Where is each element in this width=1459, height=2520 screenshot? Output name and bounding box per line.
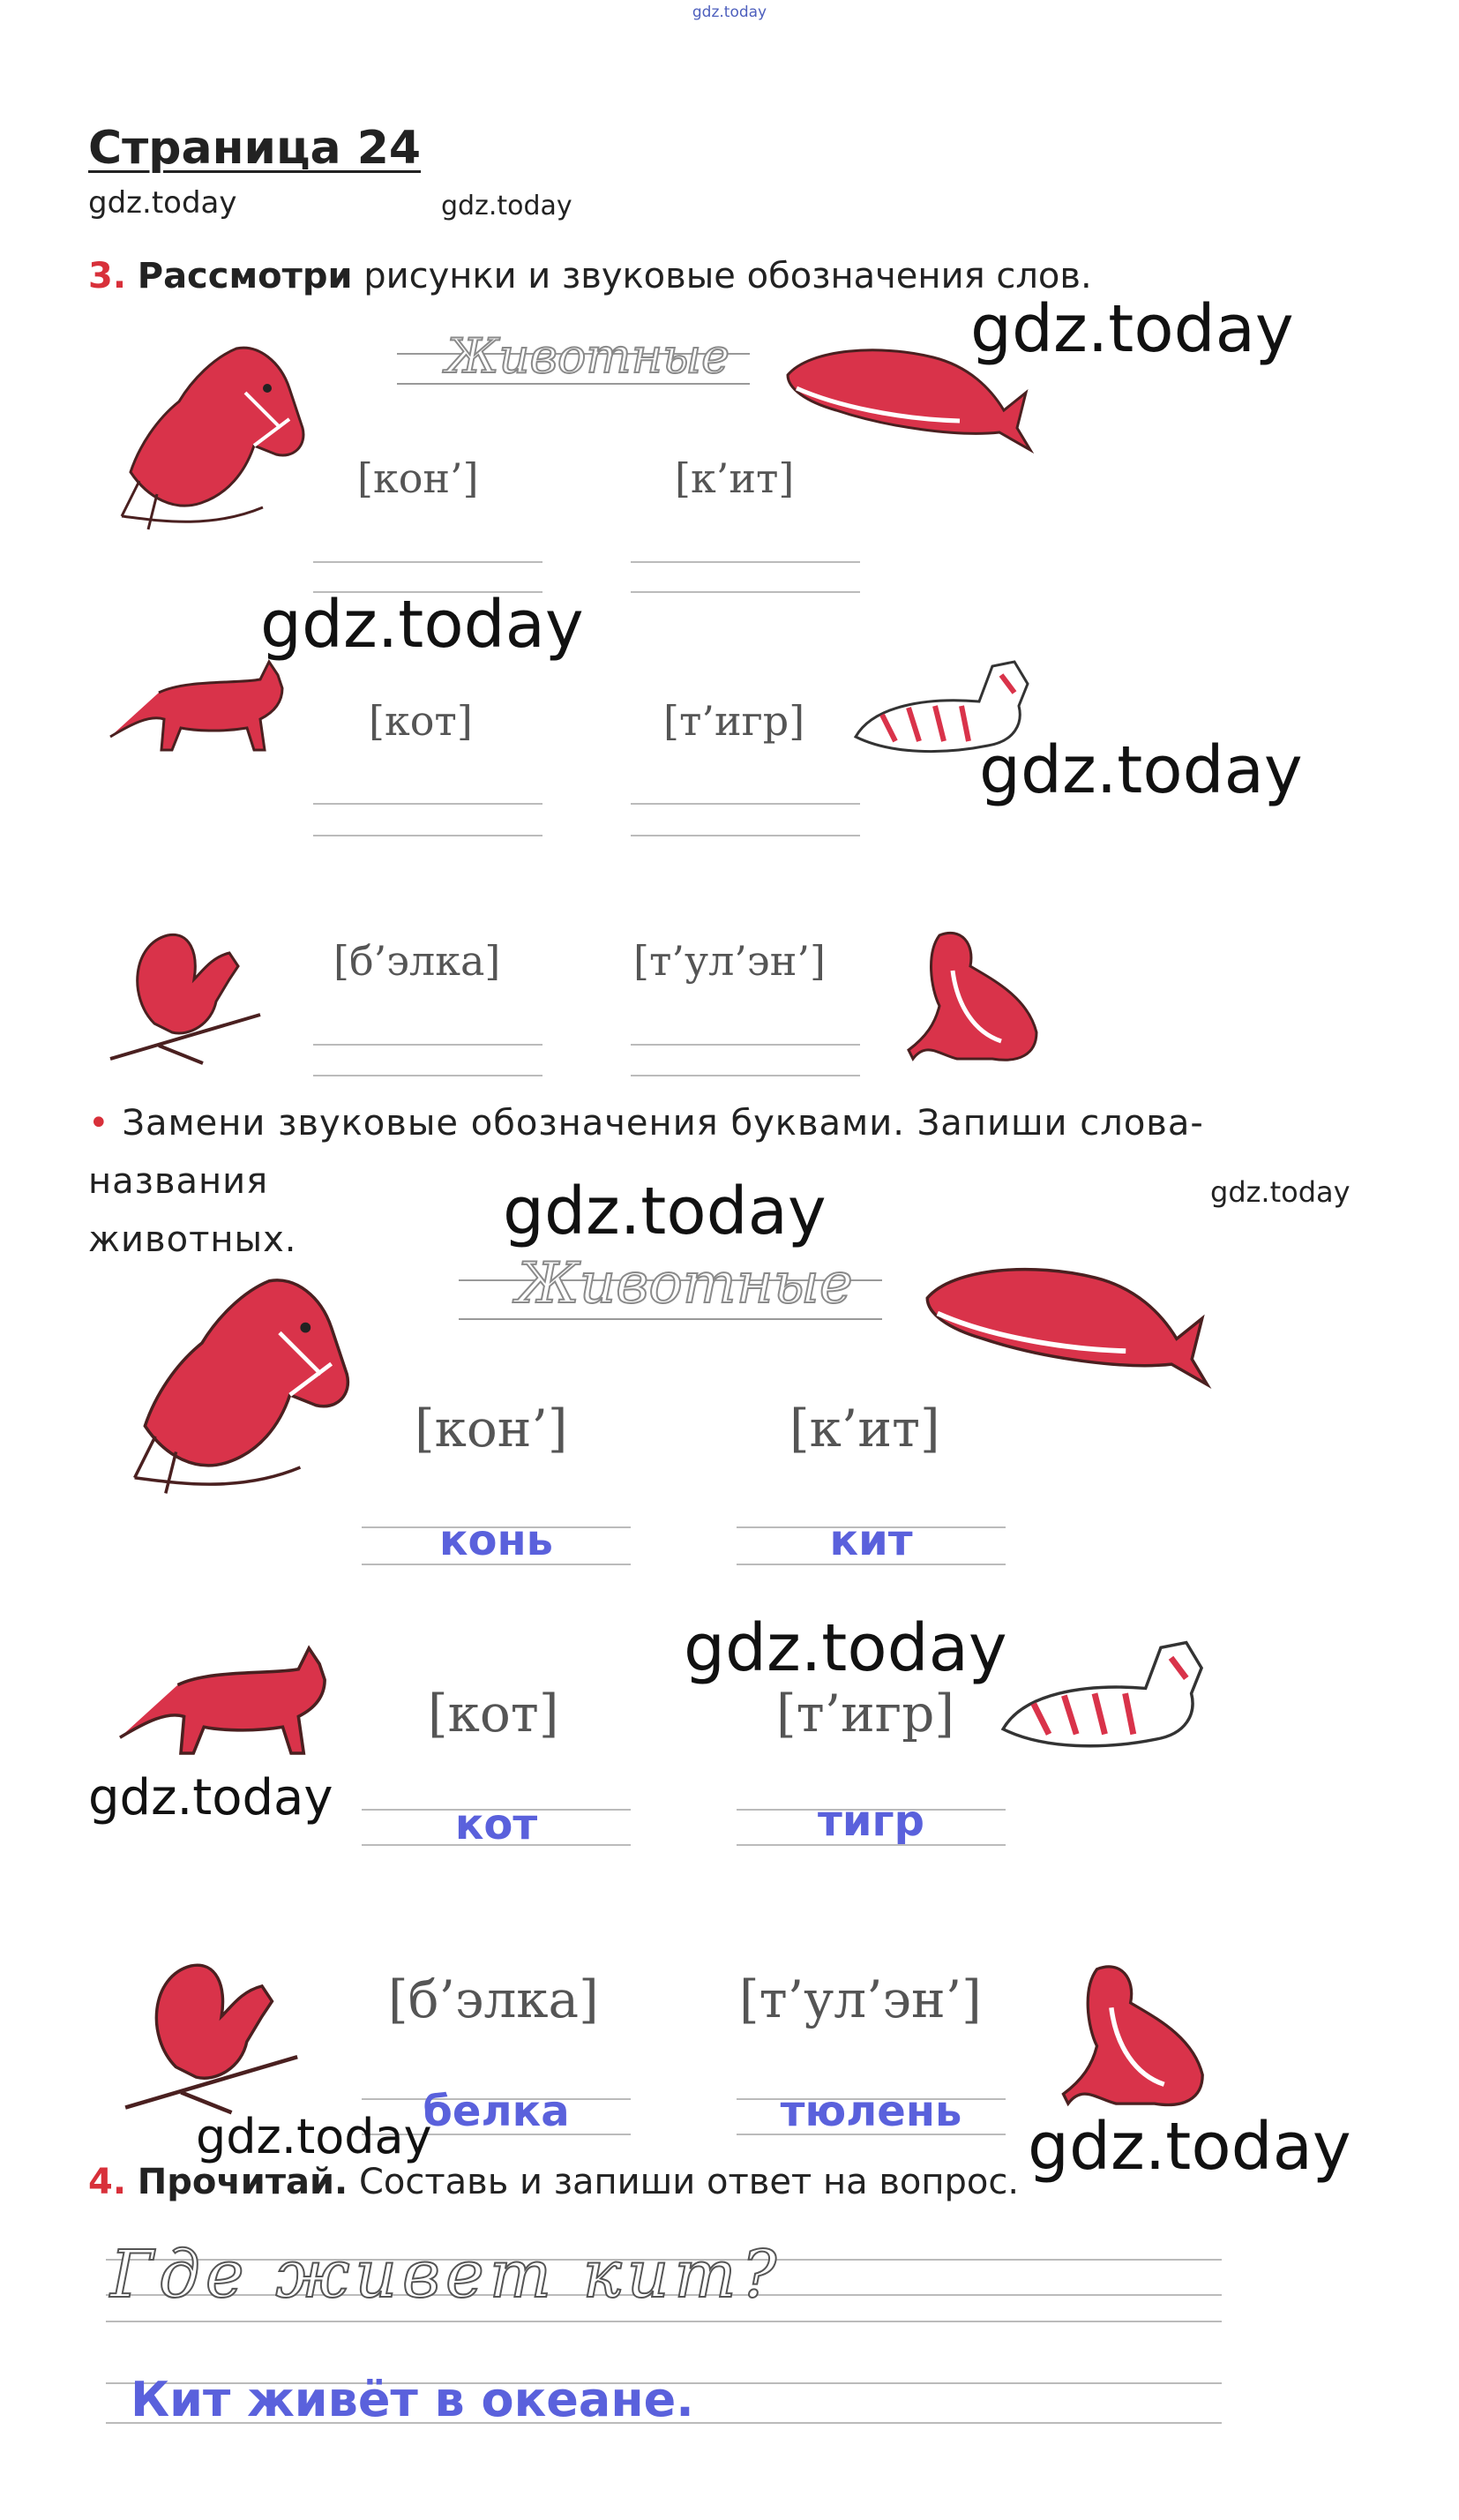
answer-sentence: Кит живёт в океане. [131, 2372, 694, 2427]
watermark: gdz.today [503, 1174, 827, 1249]
writing-line [313, 1075, 542, 1076]
phonetic-cat: [кот] [428, 1684, 559, 1744]
page-title: Страница 24 [88, 122, 422, 175]
task-verb: Прочитай. [137, 2162, 348, 2202]
watermark: gdz.today [979, 732, 1303, 808]
task-number: 4. [88, 2162, 127, 2202]
answer-tiger: тигр [818, 1796, 924, 1846]
writing-line [631, 835, 860, 836]
writing-line [313, 1044, 542, 1046]
answer-horse: конь [438, 1516, 554, 1565]
task-3 [88, 256, 1092, 296]
phonetic-whale: [к’ит] [789, 1399, 940, 1459]
watermark: gdz.today [1028, 2109, 1351, 2185]
task-text: Составь и запиши ответ на вопрос. [348, 2162, 1020, 2202]
watermark: gdz.today [684, 1610, 1007, 1686]
whale-picture [919, 1257, 1210, 1390]
task-number: 3. [88, 256, 127, 296]
cat-picture [115, 1637, 335, 1765]
writing-line [631, 561, 860, 563]
phonetic-tiger: [т’игр] [663, 697, 805, 745]
horse-picture [104, 340, 316, 543]
phonetic-seal: [т’ул’эн’] [739, 1969, 982, 2029]
heading-animals: Животные [516, 1251, 853, 1316]
answer-whale: кит [829, 1516, 913, 1565]
tiger-picture [992, 1632, 1217, 1765]
watermark-top: gdz.today [692, 4, 767, 21]
writing-line [631, 591, 860, 593]
answer-squirrel: белка [423, 2087, 570, 2136]
seal-picture [1059, 1950, 1222, 2113]
phonetic-horse: [кон’] [415, 1399, 568, 1459]
phonetic-tiger: [т’игр] [776, 1684, 954, 1744]
phonetic-seal: [т’ул’эн’] [633, 937, 826, 985]
phonetic-cat: [кот] [369, 697, 473, 745]
watermark: gdz.today [1210, 1175, 1351, 1209]
answer-cat: кот [454, 1800, 538, 1849]
watermark: gdz.today [441, 191, 572, 221]
writing-line [313, 835, 542, 836]
bullet: • [88, 1103, 110, 1144]
handwritten-question: Где живет кит? [110, 2237, 782, 2313]
horse-picture [110, 1271, 366, 1509]
task-verb: Рассмотри [137, 256, 353, 296]
phonetic-squirrel: [б’элка] [333, 937, 501, 985]
instruction-line-2: животных. [88, 1219, 297, 1260]
watermark: gdz.today [88, 185, 237, 221]
writing-line [631, 1044, 860, 1046]
phonetic-squirrel: [б’элка] [388, 1969, 599, 2029]
task-text: рисунки и звуковые обозначения слов. [352, 256, 1092, 296]
watermark: gdz.today [970, 291, 1294, 367]
writing-line [313, 561, 542, 563]
watermark: gdz.today [196, 2109, 432, 2164]
phonetic-horse: [кон’] [357, 454, 479, 502]
squirrel-picture [119, 1946, 309, 2118]
writing-line [313, 803, 542, 805]
squirrel-picture [106, 918, 269, 1068]
heading-animals: Животные [445, 328, 730, 384]
seal-picture [904, 918, 1054, 1068]
task-4 [88, 2162, 1019, 2202]
watermark: gdz.today [260, 587, 584, 663]
heading-line [459, 1318, 882, 1320]
phonetic-whale: [к’ит] [675, 454, 795, 502]
ruled-line [106, 2321, 1222, 2322]
answer-seal: тюлень [780, 2087, 962, 2136]
writing-line [631, 1075, 860, 1076]
cat-picture [106, 653, 291, 759]
instruction-line-1: Замени звуковые обозначения буквами. Запиши слова-названия [88, 1103, 1204, 1202]
writing-line [631, 803, 860, 805]
watermark: gdz.today [88, 1769, 333, 1826]
